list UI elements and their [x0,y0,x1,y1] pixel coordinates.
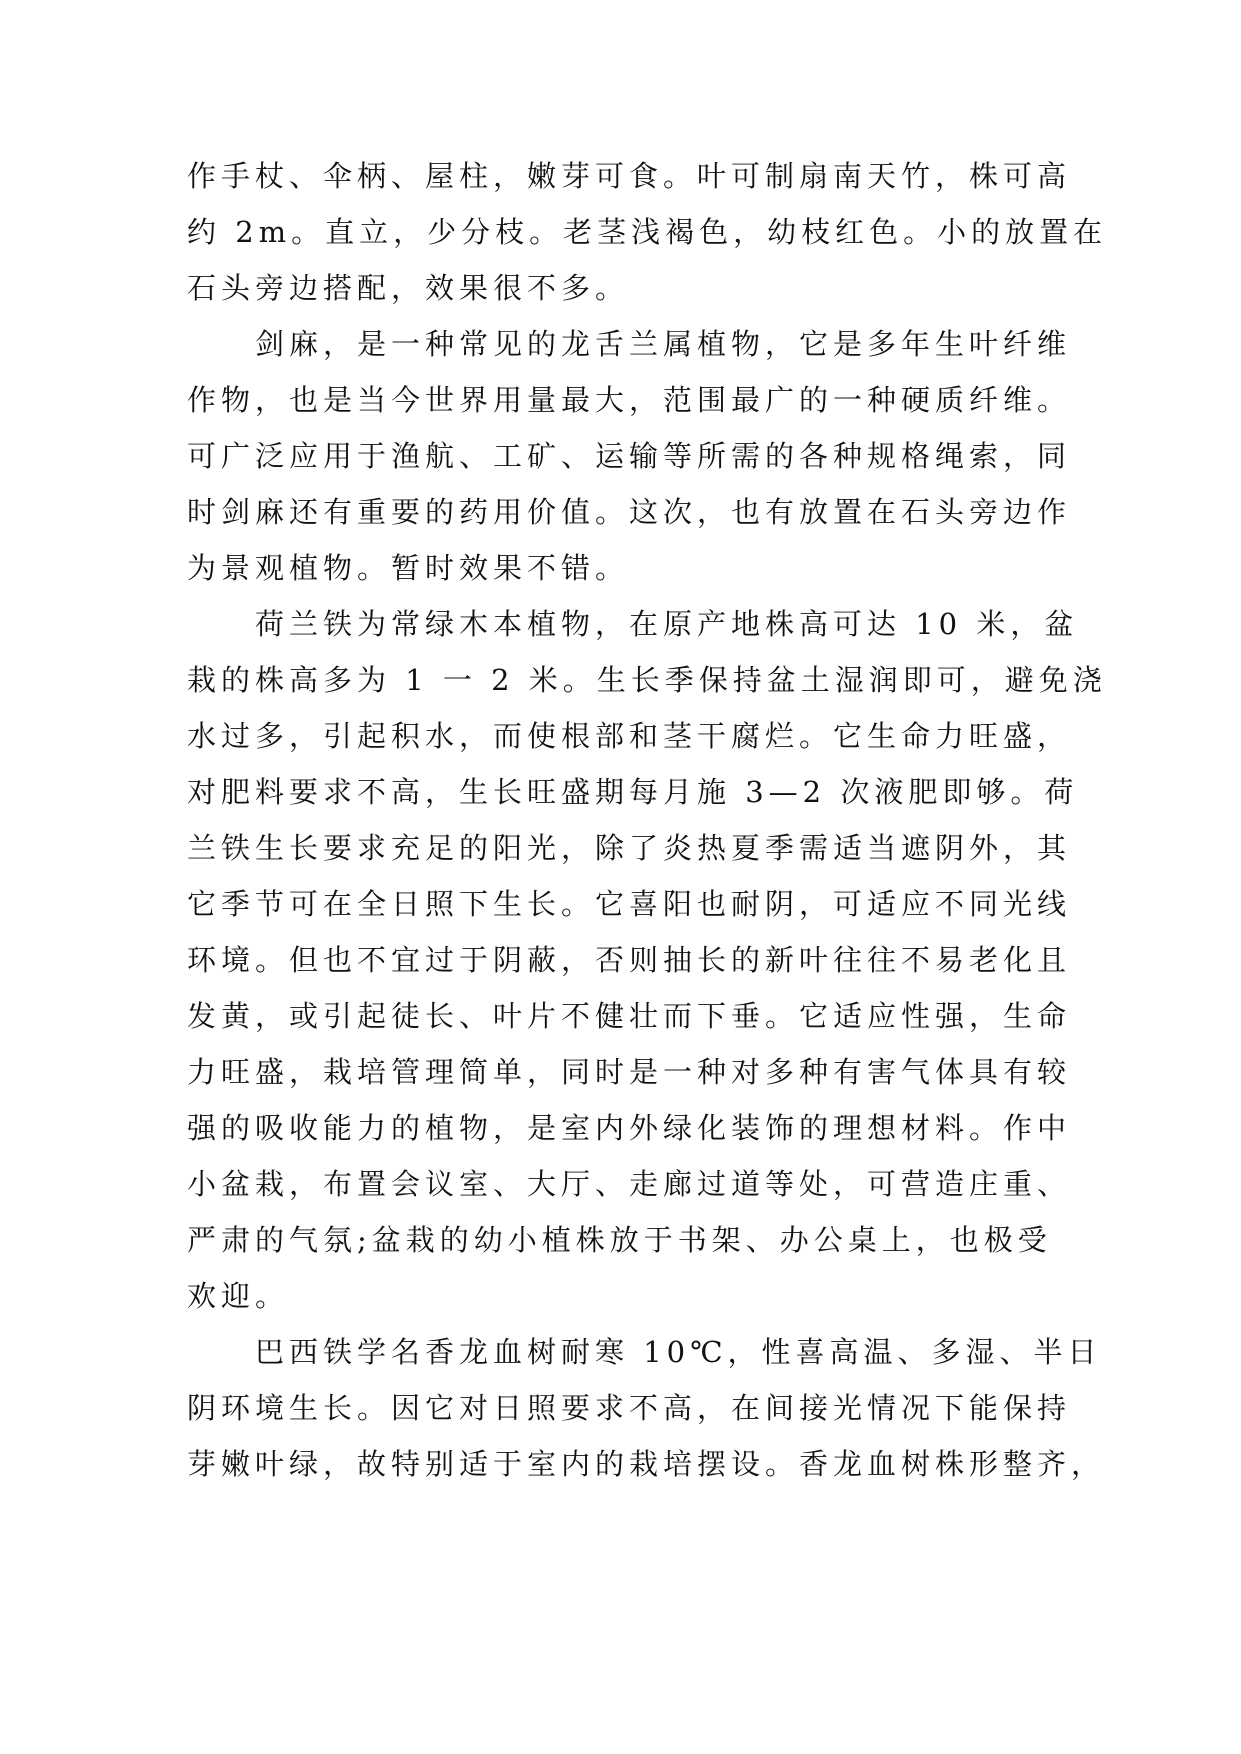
paragraph-3-line-5: 兰铁生长要求充足的阳光，除了炎热夏季需适当遮阴外，其 [187,831,1072,865]
paragraph-1-line-2: 约 2m。直立，少分枝。老茎浅褐色，幼枝红色。小的放置在 [187,215,1108,249]
paragraph-3-line-4: 对肥料要求不高，生长旺盛期每月施 3—2 次液肥即够。荷 [187,775,1079,809]
paragraph-3-line-2: 栽的株高多为 1 一 2 米。生长季保持盆土湿润即可，避免浇 [187,663,1107,697]
paragraph-2-line-3: 可广泛应用于渔航、工矿、运输等所需的各种规格绳索，同 [187,439,1072,473]
paragraph-3-line-12: 严肃的气氛;盆栽的幼小植株放于书架、办公桌上，也极受 [187,1223,1052,1257]
paragraph-3-line-10: 强的吸收能力的植物，是室内外绿化装饰的理想材料。作中 [187,1111,1072,1145]
paragraph-4-line-1: 巴西铁学名香龙血树耐寒 10℃，性喜高温、多湿、半日 [255,1335,1102,1369]
paragraph-3-line-1: 荷兰铁为常绿木本植物，在原产地株高可达 10 米，盆 [255,607,1079,641]
paragraph-3-line-11: 小盆栽，布置会议室、大厅、走廊过道等处，可营造庄重、 [187,1167,1072,1201]
paragraph-3-line-7: 环境。但也不宜过于阴蔽，否则抽长的新叶往往不易老化且 [187,943,1072,977]
paragraph-3-line-8: 发黄，或引起徒长、叶片不健壮而下垂。它适应性强，生命 [187,999,1072,1033]
paragraph-1-line-1: 作手杖、伞柄、屋柱，嫩芽可食。叶可制扇南天竹，株可高 [187,159,1072,193]
paragraph-4-line-2: 阴环境生长。因它对日照要求不高，在间接光情况下能保持 [187,1391,1072,1425]
paragraph-1-line-3: 石头旁边搭配，效果很不多。 [187,271,630,305]
paragraph-3-line-9: 力旺盛，栽培管理简单，同时是一种对多种有害气体具有较 [187,1055,1072,1089]
paragraph-4-line-3: 芽嫩叶绿，故特别适于室内的栽培摆设。香龙血树株形整齐， [187,1447,1106,1481]
paragraph-3-line-13: 欢迎。 [187,1279,290,1313]
paragraph-2-line-1: 剑麻，是一种常见的龙舌兰属植物，它是多年生叶纤维 [255,327,1072,361]
paragraph-2-line-4: 时剑麻还有重要的药用价值。这次，也有放置在石头旁边作 [187,495,1072,529]
paragraph-3-line-3: 水过多，引起积水，而使根部和茎干腐烂。它生命力旺盛， [187,719,1072,753]
paragraph-2-line-5: 为景观植物。暂时效果不错。 [187,551,630,585]
document-body [187,148,1108,1492]
paragraph-3-line-6: 它季节可在全日照下生长。它喜阳也耐阴，可适应不同光线 [187,887,1072,921]
paragraph-2-line-2: 作物，也是当今世界用量最大，范围最广的一种硬质纤维。 [187,383,1072,417]
